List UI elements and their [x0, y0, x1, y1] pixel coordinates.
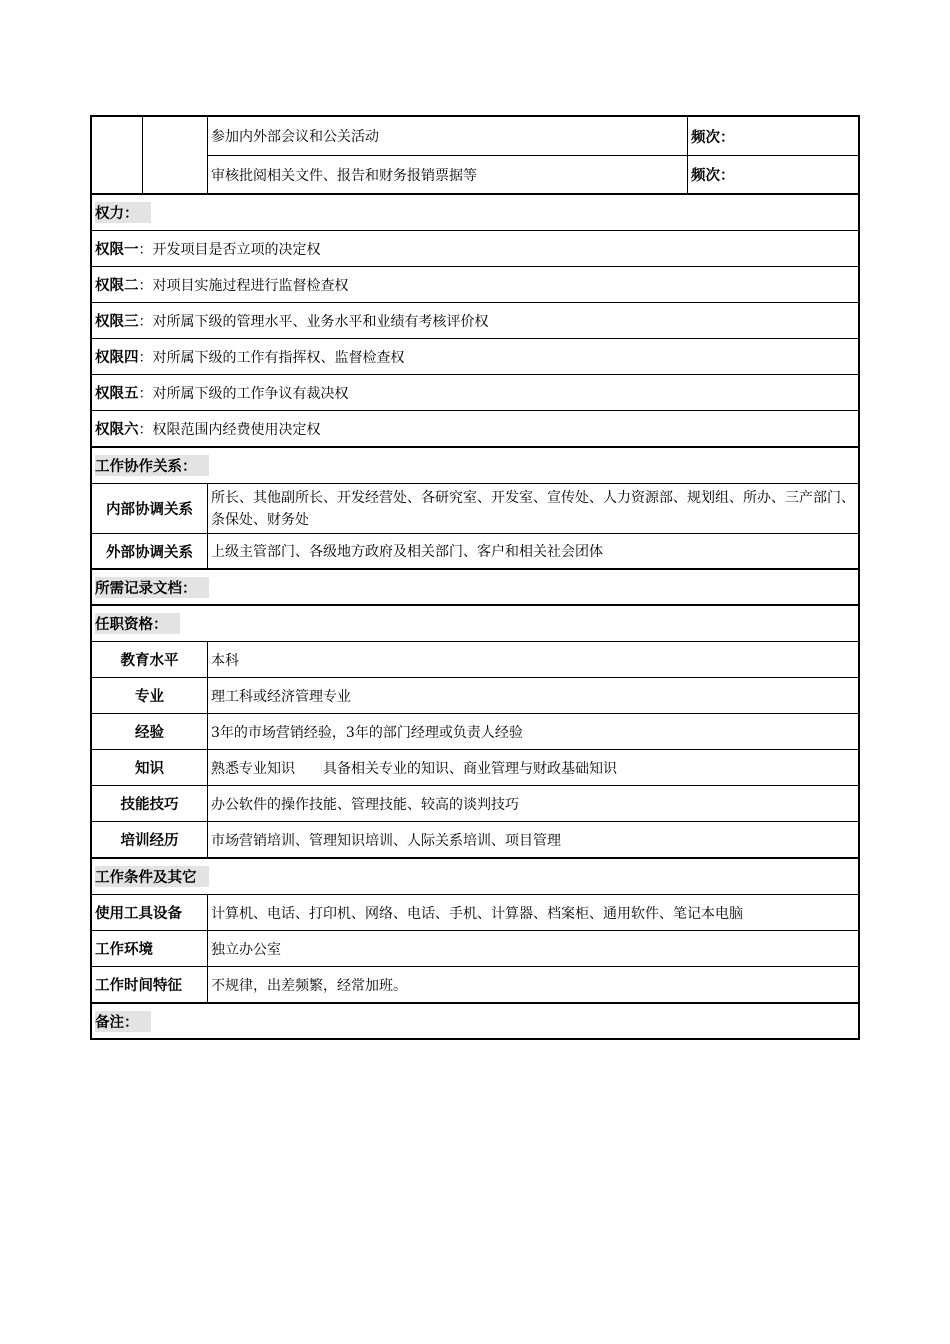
authority-row	[92, 339, 858, 375]
condition-value: 不规律，出差频繁，经常加班。	[207, 967, 858, 1002]
qualification-value: 市场营销培训、管理知识培训、人际关系培训、项目管理	[207, 822, 858, 857]
authority-text: ：对所属下级的工作争议有裁决权	[138, 385, 349, 402]
authority-row	[92, 267, 858, 303]
condition-label: 工作环境	[95, 942, 153, 958]
authority-label: 权限二	[95, 278, 139, 294]
condition-row	[92, 931, 858, 967]
qualification-row	[92, 786, 858, 822]
qualification-row	[92, 714, 858, 750]
authority-text: ：对所属下级的工作有指挥权、监督检查权	[138, 349, 405, 366]
section-heading-qualifications	[92, 606, 858, 642]
authority-row	[92, 375, 858, 411]
qualification-value: 3年的市场营销经验，3年的部门经理或负责人经验	[207, 714, 858, 749]
qualification-label: 经验	[135, 725, 164, 741]
collaboration-row	[92, 484, 858, 534]
qualification-label: 技能技巧	[120, 797, 179, 813]
qualification-value: 熟悉专业知识 具备相关专业的知识、商业管理与财政基础知识	[207, 750, 858, 785]
condition-value: 独立办公室	[207, 931, 858, 966]
qualification-value: 办公软件的操作技能、管理技能、较高的谈判技巧	[207, 786, 858, 821]
qualification-label: 专业	[135, 689, 164, 705]
duty-block	[92, 117, 858, 195]
collaboration-label: 内部协调关系	[106, 502, 193, 518]
duty-index-cell	[92, 117, 142, 193]
authority-text: ：开发项目是否立项的决定权	[138, 241, 321, 258]
duty-task: 参加内外部会议和公关活动	[211, 129, 379, 145]
authority-text: ：对所属下级的管理水平、业务水平和业绩有考核评价权	[138, 313, 489, 330]
section-heading-collaboration	[92, 448, 858, 484]
collaboration-value: 所长、其他副所长、开发经营处、各研究室、开发室、宣传处、人力资源部、规划组、所办、三产部门、条保处、财务处	[207, 484, 858, 533]
qualification-row	[92, 642, 858, 678]
duty-category-cell	[142, 117, 207, 193]
qualification-label: 培训经历	[120, 833, 179, 849]
collaboration-row	[92, 534, 858, 570]
section-title: 工作协作关系：	[95, 455, 209, 476]
authority-label: 权限四	[95, 350, 139, 366]
section-heading-authority	[92, 195, 858, 231]
section-heading-conditions	[92, 859, 858, 895]
authority-label: 权限六	[95, 422, 139, 438]
condition-value: 计算机、电话、打印机、网络、电话、手机、计算器、档案柜、通用软件、笔记本电脑	[207, 895, 858, 930]
frequency-label: 频次：	[687, 117, 858, 155]
collaboration-label: 外部协调关系	[106, 544, 193, 561]
authority-text: ：对项目实施过程进行监督检查权	[138, 277, 349, 294]
qualification-label: 教育水平	[120, 653, 179, 669]
condition-label: 使用工具设备	[95, 906, 182, 922]
qualification-row	[92, 822, 858, 859]
section-heading-records	[92, 570, 858, 606]
section-heading-notes	[92, 1004, 858, 1038]
qualification-row	[92, 750, 858, 786]
qualification-value: 理工科或经济管理专业	[207, 678, 858, 713]
section-title: 任职资格：	[95, 613, 180, 634]
section-title: 所需记录文档：	[95, 577, 209, 598]
section-title: 权力：	[95, 202, 151, 223]
authority-label: 权限三	[95, 314, 139, 330]
duty-row	[208, 156, 858, 193]
authority-text: ：权限范围内经费使用决定权	[138, 421, 321, 438]
duty-task: 审核批阅相关文件、报告和财务报销票据等	[211, 167, 477, 184]
collaboration-value: 上级主管部门、各级地方政府及相关部门、客户和相关社会团体	[207, 534, 858, 568]
section-title: 工作条件及其它	[95, 866, 209, 887]
authority-row	[92, 231, 858, 267]
qualification-value: 本科	[207, 642, 858, 677]
section-title: 备注：	[95, 1011, 151, 1032]
duty-row	[208, 117, 858, 156]
frequency-label: 频次：	[687, 156, 858, 193]
condition-row	[92, 967, 858, 1004]
authority-row	[92, 411, 858, 448]
authority-row	[92, 303, 858, 339]
authority-label: 权限一	[95, 242, 139, 258]
job-description-table	[90, 115, 860, 1040]
authority-label: 权限五	[95, 386, 139, 402]
duty-tasks	[207, 117, 858, 193]
condition-row	[92, 895, 858, 931]
qualification-row	[92, 678, 858, 714]
condition-label: 工作时间特征	[95, 978, 182, 994]
qualification-label: 知识	[135, 761, 164, 777]
